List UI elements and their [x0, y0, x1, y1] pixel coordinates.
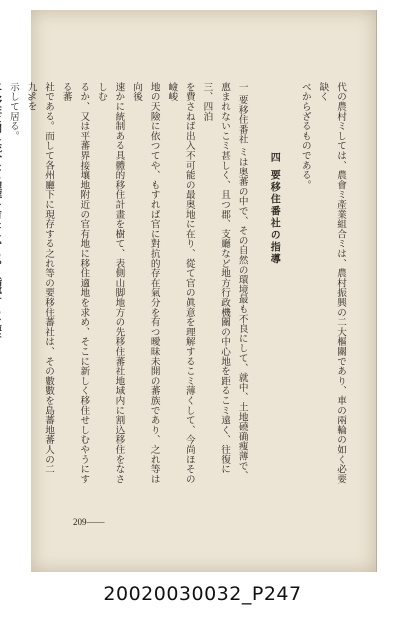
text-line: 示して居る。 — [7, 82, 19, 141]
body-text — [0, 82, 349, 492]
image-caption: 20020030032_P247 — [103, 583, 302, 605]
text-line: 惠まれないこミ甚しく、且つ郡、支廳など地方行政機關の中心地を距るこミ遠く、往復に三、四泊 — [201, 82, 231, 474]
text-line: るか、又は平蕃界接壤地附近の官有地に移住適地を求め、そこに新しく移住せしむやうにする蕃 — [60, 82, 90, 484]
page-number: 209—— — [73, 517, 105, 527]
text-line: 社である。而して各州廳下に現存する之れ等の要移住蕃社は、その數數を島蕃地蕃人の二九%を — [25, 82, 55, 474]
book-page — [7, 10, 377, 572]
text-line: べからざるものである。 — [299, 82, 311, 190]
column-gap — [251, 82, 265, 492]
text-line: 地の天險に依つてや、もすれば官に對抗的存在氣分を有つ曖昧未開の蕃族であり、之れ等は向後 — [131, 82, 160, 484]
text-line: 代の農村ミしては、農會ミ產業組合ミは、農村振興の二大樞關であり、車の兩輪の如く必要缺く — [317, 82, 346, 484]
subsection-heading — [0, 82, 4, 492]
section-heading: 四 要移住番社の指導 — [268, 152, 280, 266]
text-line: 速かに統制ある具體的移住計畫を樹て、表側山脚地方の先移住蕃社地域内に割込移住をなさしむ — [95, 82, 125, 484]
column-gap — [282, 82, 296, 492]
text-line: を費さねば出入不可能の最奥地に在り、從て官の眞意を理解するこミ薄くして、今尚ほその嶮峻 — [166, 82, 195, 484]
text-line: 一 要移住番社 ミは奥蕃の中で、その自然の環境最も不良にして、就中、土地磽确痩薄で、 — [236, 82, 248, 481]
